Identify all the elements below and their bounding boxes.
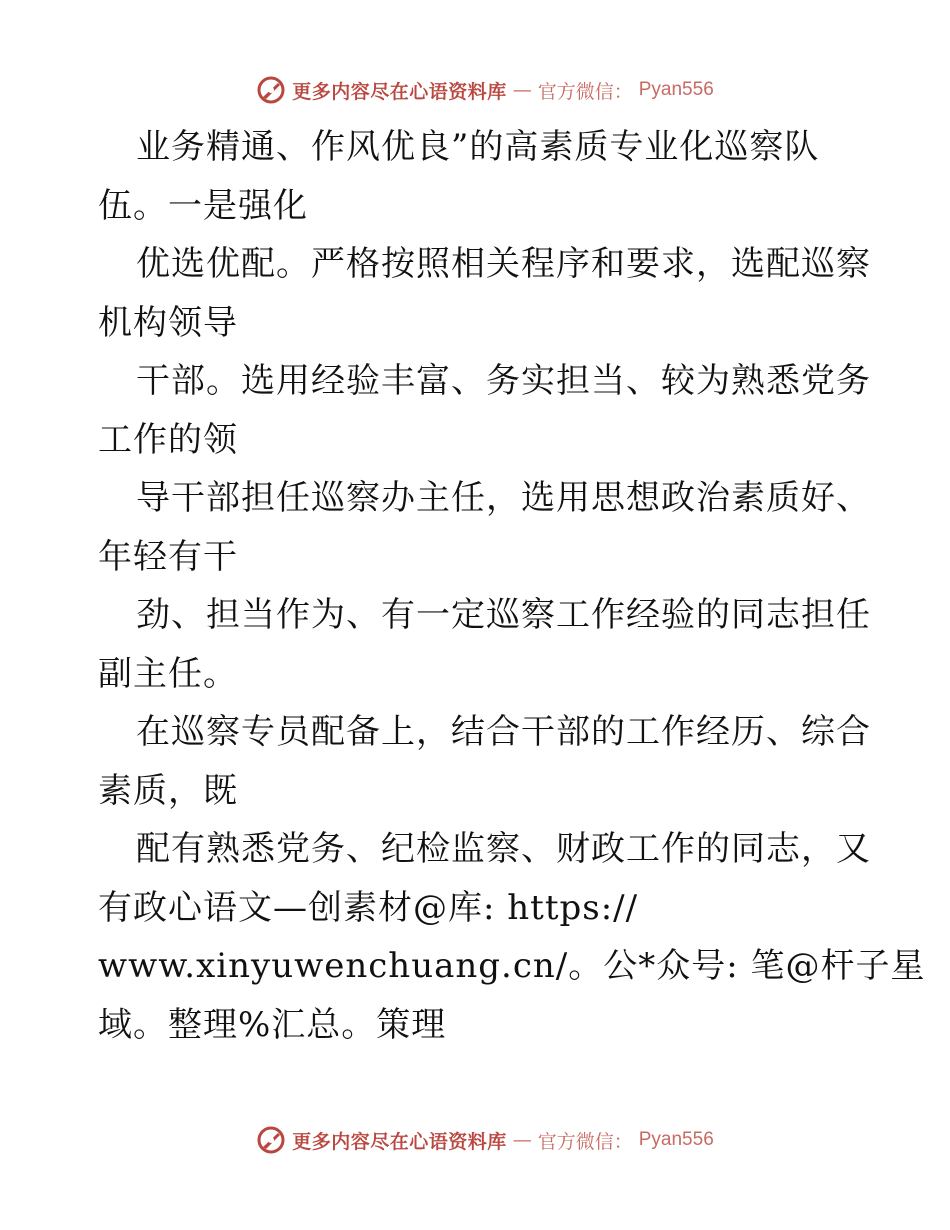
- text-line: 配有熟悉党务、纪检监察、财政工作的同志，又: [136, 829, 871, 869]
- banner-wechat-id: Pyan556: [638, 1129, 714, 1150]
- text-line: 在巡察专员配备上，结合干部的工作经历、综合: [136, 712, 871, 752]
- quill-logo-icon: [256, 75, 286, 105]
- text-line: 导干部担任巡察办主任，选用思想政治素质好、: [136, 478, 871, 518]
- banner-wechat-id: Pyan556: [638, 79, 714, 100]
- text-line: 域。整理%汇总。策理: [98, 1004, 447, 1045]
- document-body: [98, 118, 926, 1054]
- text-line: 有政心语文—创素材@库: https://: [98, 887, 639, 928]
- text-line: 工作的领: [98, 419, 238, 460]
- banner-separator: —: [512, 1129, 532, 1151]
- text-line: 伍。一是强化: [98, 185, 308, 226]
- footer-banner-content: [256, 1125, 714, 1155]
- quill-logo-icon: [256, 1125, 286, 1155]
- banner-title: 更多内容尽在心语资料库: [292, 1130, 507, 1153]
- text-line: 机构领导: [98, 302, 238, 343]
- text-line: 劲、担当作为、有一定巡察工作经验的同志担任: [136, 595, 871, 635]
- text-line: www.xinyuwenchuang.cn/。公*众号: 笔@杆子星: [98, 946, 926, 986]
- text-line: 业务精通、作风优良”的高素质专业化巡察队: [136, 127, 820, 167]
- header-banner: [0, 70, 950, 110]
- footer-banner: [0, 1120, 950, 1160]
- text-line: 年轻有干: [98, 536, 238, 577]
- banner-wechat-label: 官方微信：: [537, 1130, 633, 1153]
- header-banner-content: [256, 75, 714, 105]
- text-line: 优选优配。严格按照相关程序和要求，选配巡察: [136, 244, 871, 284]
- text-line: 素质，既: [98, 770, 238, 811]
- text-line: 副主任。: [98, 653, 238, 694]
- banner-separator: —: [512, 79, 532, 101]
- banner-wechat-label: 官方微信：: [537, 80, 633, 103]
- banner-title: 更多内容尽在心语资料库: [292, 80, 507, 103]
- text-line: 干部。选用经验丰富、务实担当、较为熟悉党务: [136, 361, 871, 401]
